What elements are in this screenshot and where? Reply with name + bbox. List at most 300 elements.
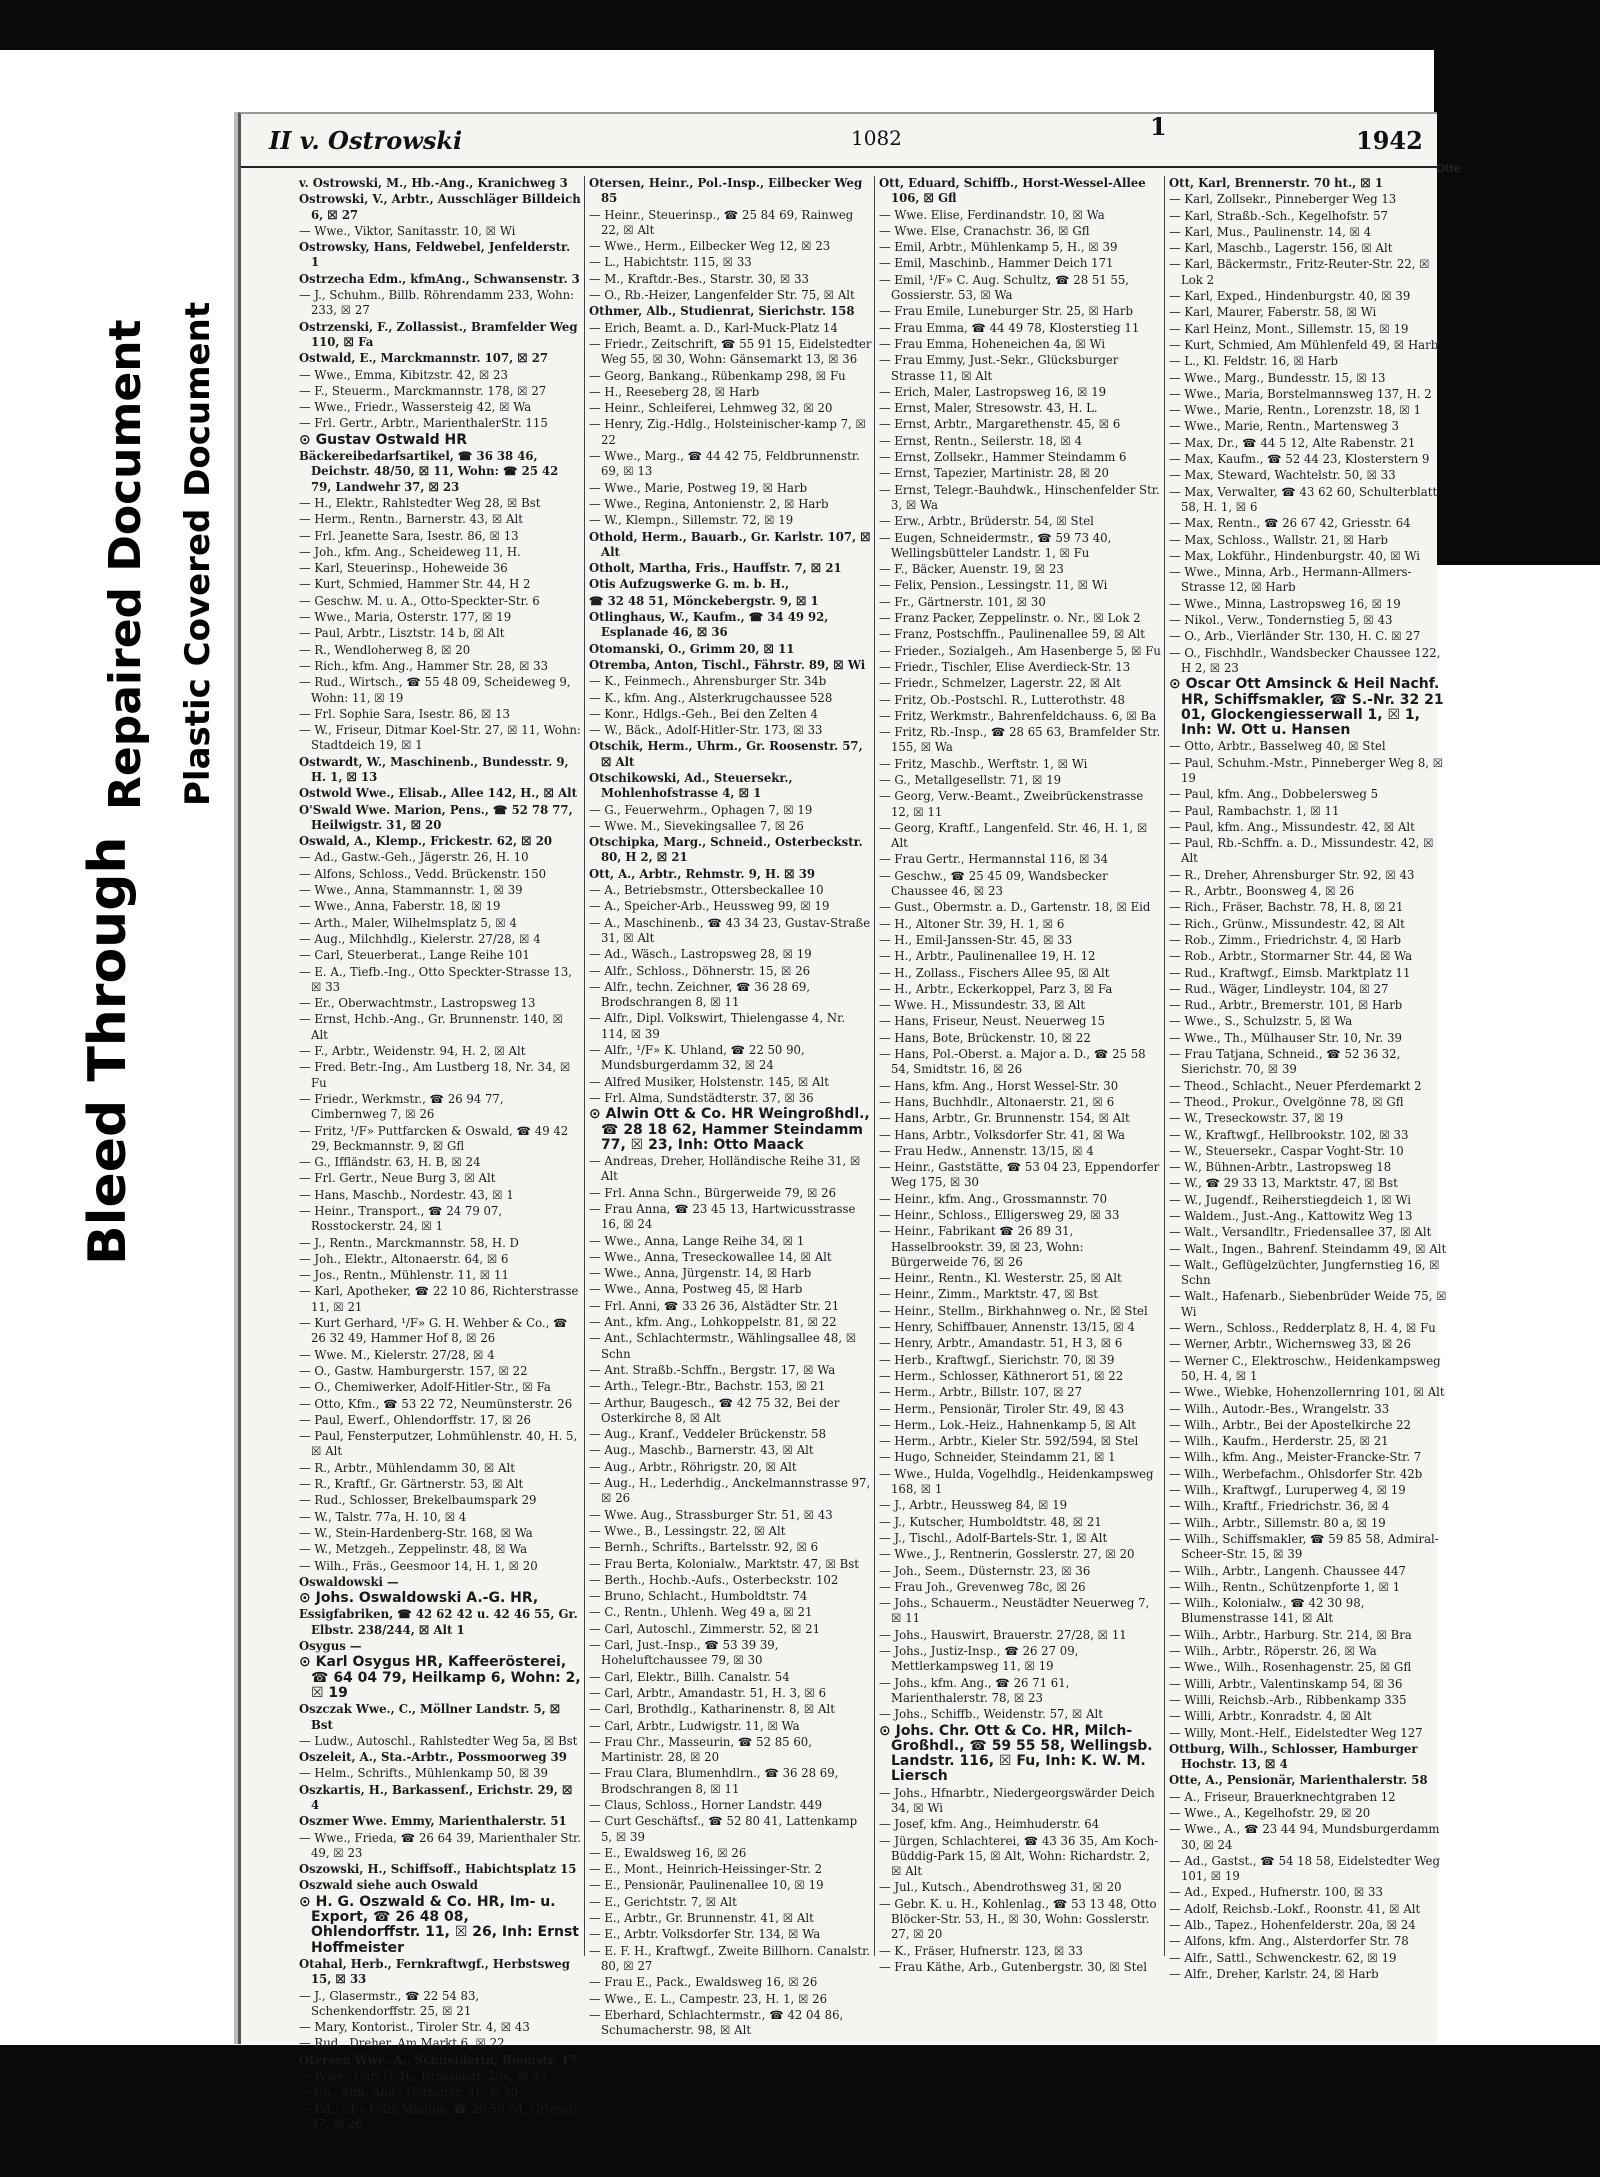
directory-entry: — Karl, Steuerinsp., Hoheweide 36 — [299, 561, 508, 576]
directory-entry: — Wwe., Viktor, Sanitasstr. 10, ☒ Wi — [299, 223, 516, 238]
directory-entry: — L., Kl. Feldstr. 16, ☒ Harb — [1169, 354, 1338, 369]
directory-entry: — Wilh., Arbtr., Langenh. Chaussee 447 — [1169, 1563, 1406, 1578]
directory-entry: — Mary, Kontorist., Tiroler Str. 4, ☒ 43 — [299, 2020, 530, 2035]
directory-entry: — Hans, Pol.-Oberst. a. Major a. D., ☎ 25 58 54, Smidtstr. 16, ☒ 26 — [879, 1047, 1146, 1077]
year-label: 1942 — [1356, 126, 1423, 155]
directory-entry: — Ernst, Zollsekr., Hammer Steindamm 6 — [879, 450, 1127, 465]
directory-entry: — Joh., Elektr., Altonaerstr. 64, ☒ 6 — [299, 1251, 509, 1266]
directory-entry: — Rud., Wirtsch., ☎ 55 48 09, Scheideweg 9, Wohn: 11, ☒ 19 — [299, 675, 571, 705]
directory-entry: — W., Friseur, Ditmar Koel-Str. 27, ☒ 11, Wohn: Stadtdeich 19, ☒ 1 — [299, 723, 581, 753]
directory-entry: — Wwe. Aug., Strassburger Str. 51, ☒ 43 — [589, 1507, 833, 1522]
directory-entry: — Frl. Gertr., Arbtr., MarienthalerStr. 115 — [299, 416, 548, 431]
fragment-line: Otte — [1436, 162, 1461, 175]
directory-entry: — Georg, Verw.-Beamt., Zweibrückenstrasse 12, ☒ 11 — [879, 789, 1144, 819]
directory-entry: — Karl, Mus., Paulinenstr. 14, ☒ 4 — [1169, 224, 1372, 239]
directory-entry: — Max, Dr., ☎ 44 5 12, Alte Rabenstr. 21 — [1169, 435, 1416, 450]
directory-entry: Ott, A., Arbtr., Rehmstr. 9, H. ☒ 39 — [589, 866, 815, 881]
directory-entry: — Rich., Grünw., Missundestr. 42, ☒ Alt — [1169, 916, 1405, 931]
directory-entry: — Carl, Elektr., Billh. Canalstr. 54 — [589, 1669, 790, 1684]
directory-entry: Otholt, Martha, Fris., Hauffstr. 7, ☒ 21 — [589, 561, 842, 576]
directory-entry: Oszwald siehe auch Oswald — [299, 1878, 478, 1893]
directory-entry: Ostwold Wwe., Elisab., Allee 142, H., ☒ Alt — [299, 786, 577, 801]
directory-entry: Osygus — — [299, 1639, 362, 1654]
directory-entry: — Eberhard, Schlachtermstr., ☎ 42 04 86, Schumacherstr. 98, ☒ Alt — [589, 2007, 844, 2038]
directory-entry: — Alfons, Schloss., Vedd. Brückenstr. 150 — [299, 866, 547, 881]
directory-entry: — Franz, Postschffn., Paulinenallee 59, ☒ Alt — [879, 627, 1145, 642]
directory-entry: — H., Emil-Janssen-Str. 45, ☒ 33 — [879, 932, 1073, 947]
directory-entry: — Frau Tatjana, Schneid., ☎ 52 36 32, Sierichstr. 70, ☒ 39 — [1169, 1047, 1401, 1077]
directory-entry: — Frau Clara, Blumenhdlrn., ☎ 36 28 69, Brodschrangen 8, ☒ 11 — [589, 1766, 839, 1796]
directory-entry: — Wilh., Werbefachm., Ohlsdorfer Str. 42b — [1169, 1466, 1423, 1481]
column-divider — [1164, 176, 1165, 1956]
directory-entry: — Heinr., Schloss., Elligersweg 29, ☒ 33 — [879, 1208, 1120, 1222]
directory-entry: — Bruno, Schlacht., Humboldtstr. 74 — [589, 1589, 808, 1604]
directory-entry: — Fritz, Werkmstr., Bahrenfeldchauss. 6, ☒ Ba — [879, 708, 1157, 723]
directory-entry: Ostrzecha Edm., kfmAng., Schwansenstr. 3 — [299, 271, 580, 286]
directory-entry: ⊙ Oscar Ott Amsinck & Heil Nachf. HR, Schiffsmakler, ☎ S.-Nr. 32 21 01, Glockengiesserwall 1, ☒ 1, Inh: W. Ott u. Hansen — [1169, 676, 1444, 739]
directory-entry: — Wwe., Wiebke, Hohenzollernring 101, ☒ Alt — [1169, 1385, 1445, 1400]
directory-entry: — Kurt, Schmied, Hammer Str. 44, H 2 — [299, 577, 531, 592]
directory-entry: — Friedr., Werkmstr., ☎ 26 94 77, Cimbernweg 7, ☒ 26 — [299, 1091, 504, 1122]
directory-entry: Otahal, Herb., Fernkraftwgf., Herbstsweg 15, ☒ 33 — [299, 1956, 570, 1987]
directory-entry: Oszowski, H., Schiffsoff., Habichtsplatz 15 — [299, 1862, 577, 1877]
directory-entry: — Wwe., Anna, Faberstr. 18, ☒ 19 — [299, 899, 501, 914]
directory-entry: — Fritz, ¹/F» Puttfarcken & Oswald, ☎ 49 42 29, Beckmannstr. 9, ☒ Gfl — [299, 1123, 569, 1153]
directory-entry: Oszkartis, H., Barkassenf., Erichstr. 29, ☒ 4 — [299, 1782, 573, 1812]
directory-entry: — Hugo, Schneider, Steindamm 21, ☒ 1 — [879, 1450, 1116, 1465]
directory-entry: — Wwe., Minna, Arb., Hermann-Allmers-Strasse 12, ☒ Harb — [1169, 565, 1412, 595]
directory-entry: — Wwe., Anna, Postweg 45, ☒ Harb — [589, 1282, 803, 1297]
directory-entry: — Walt., Versandltr., Friedensallee 37, ☒ Alt — [1169, 1225, 1432, 1240]
directory-entry: — Wwe., Marg., Bundesstr. 15, ☒ 13 — [1169, 370, 1386, 385]
directory-entry: — Frau Joh., Grevenweg 78c, ☒ 26 — [879, 1579, 1086, 1594]
directory-entry: — W., Stein-Hardenberg-Str. 168, ☒ Wa — [299, 1525, 533, 1540]
directory-entry: — Wwe. H., Missundestr. 33, ☒ Alt — [879, 998, 1086, 1013]
directory-entry: ⊙ Karl Osygus HR, Kaffeerösterei, ☎ 64 04 79, Heilkamp 6, Wohn: 2, ☒ 19 — [299, 1654, 581, 1701]
directory-entry: — O., Arb., Vierländer Str. 130, H. C. ☒ 27 — [1169, 629, 1421, 644]
directory-entry: — O., Gastw. Hamburgerstr. 157, ☒ 22 — [299, 1363, 528, 1378]
directory-entry: — Paul, kfm. Ang., Missundestr. 42, ☒ Alt — [1169, 819, 1415, 834]
directory-entry: — Frau Emile, Luneburger Str. 25, ☒ Harb — [879, 304, 1133, 319]
directory-entry: — Wwe. Else, Cranachstr. 36, ☒ Gfl — [879, 223, 1090, 238]
directory-entry: — Paul, Rb.-Schffn. a. D., Missundestr. 42, ☒ Alt — [1169, 836, 1434, 866]
directory-entry: — Paul, Arbtr., Lisztstr. 14 b, ☒ Alt — [299, 626, 505, 641]
directory-entry: — Aug., Maschb., Barnerstr. 43, ☒ Alt — [589, 1443, 814, 1458]
directory-entry: — Jos., Rentn., Mühlenstr. 11, ☒ 11 — [299, 1268, 509, 1283]
directory-entry: — Wilh., Arbtr., Röperstr. 26, ☒ Wa — [1169, 1644, 1377, 1659]
directory-entry: — Ant., Schlachtermstr., Wählingsallee 48, ☒ Schn — [589, 1331, 857, 1361]
entry-column-4 — [1169, 176, 1452, 1981]
directory-entry: — Erw., Arbtr., Brüderstr. 54, ☒ Stel — [879, 514, 1094, 529]
directory-entry: — Wwe. M., Kielerstr. 27/28, ☒ 4 — [299, 1347, 495, 1362]
directory-entry: — Wwe., Marie, Postweg 19, ☒ Harb — [589, 480, 808, 495]
directory-entry: — O., Chemiwerker, Adolf-Hitler-Str., ☒ Fa — [299, 1380, 551, 1395]
directory-entry: — W., Steuersekr., Caspar Voght-Str. 10 — [1169, 1143, 1404, 1158]
directory-entry: — Friedr., Zeitschrift, ☎ 55 91 15, Eidelstedter Weg 55, ☒ 30, Wohn: Gänsemarkt 13, ☒ 36 — [589, 336, 872, 367]
directory-entry: — R., Wendloherweg 8, ☒ 20 — [299, 642, 471, 657]
directory-entry: — Ernst, Rentn., Seilerstr. 18, ☒ 4 — [879, 433, 1083, 448]
directory-entry: ⊙ Alwin Ott & Co. HR Weingroßhdl., ☎ 28 18 62, Hammer Steindamm 77, ☒ 23, Inh: Otto Maack — [589, 1106, 870, 1153]
directory-entry: — Fritz, Maschb., Werftstr. 1, ☒ Wi — [879, 756, 1088, 771]
directory-entry: — Geschw. M. u. A., Otto-Speckter-Str. 6 — [299, 593, 540, 608]
directory-entry: — Alb., Tapez., Hohenfelderstr. 20a, ☒ 24 — [1169, 1918, 1416, 1933]
directory-entry: — Herm., Rentn., Barnerstr. 43, ☒ Alt — [299, 512, 523, 527]
directory-entry: — Karl, Maurer, Faberstr. 58, ☒ Wi — [1169, 305, 1377, 320]
directory-entry: — Konr., Hdlgs.-Geh., Bei den Zelten 4 — [589, 706, 818, 721]
directory-entry: — Wwe., Wilh., Rosenhagenstr. 25, ☒ Gfl — [1169, 1660, 1412, 1675]
directory-entry: — Ernst, Tapezier, Martinistr. 28, ☒ 20 — [879, 466, 1109, 481]
directory-entry: — Hans, Bote, Brückenstr. 10, ☒ 22 — [879, 1030, 1091, 1045]
directory-entry: — Wwe., Emma, Kibitzstr. 42, ☒ 23 — [299, 367, 508, 382]
directory-entry: — G., Metallgesellstr. 71, ☒ 19 — [879, 772, 1062, 787]
directory-entry: — Frl. Alma, Sundstädterstr. 37, ☒ 36 — [589, 1090, 814, 1105]
next-page-column-fragment — [1436, 162, 1600, 176]
directory-entry: — Alfr., Dreher, Karlstr. 24, ☒ Harb — [1169, 1966, 1379, 1981]
directory-entry: — Johs., kfm. Ang., ☎ 26 71 61, Marienthalerstr. 78, ☒ 23 — [879, 1675, 1070, 1705]
entry-column-3 — [879, 176, 1162, 1976]
directory-entry: — H., Arbtr., Eckerkoppel, Parz 3, ☒ Fa — [879, 981, 1113, 996]
directory-entry: — Wilh., Kraftwgf., Luruperweg 4, ☒ 19 — [1169, 1483, 1406, 1498]
directory-entry: — H., Elektr., Rahlstedter Weg 28, ☒ Bst — [299, 495, 541, 510]
directory-entry: — Hans, Maschb., Nordestr. 43, ☒ 1 — [299, 1187, 514, 1202]
directory-entry: — W., Kraftwgf., Hellbrookstr. 102, ☒ 33 — [1169, 1127, 1409, 1142]
directory-entry: — L., Habichtstr. 115, ☒ 33 — [589, 255, 752, 270]
directory-entry: Otlinghaus, W., Kaufm., ☎ 34 49 92, Esplanade 46, ☒ 36 — [589, 610, 829, 640]
margin-note-plastic: Plastic Covered Document — [178, 301, 218, 806]
directory-entry: — J., Arbtr., Heussweg 84, ☒ 19 — [879, 1498, 1068, 1513]
directory-entry: — Berth., Hochb.-Aufs., Osterbeckstr. 102 — [589, 1572, 839, 1587]
directory-entry: Ostwardt, W., Maschinenb., Bundesstr. 9, H. 1, ☒ 13 — [299, 754, 569, 784]
directory-entry: — Wwe., B., Lessingstr. 22, ☒ Alt — [589, 1523, 786, 1538]
directory-entry: — Herm., Pensionär, Tiroler Str. 49, ☒ 43 — [879, 1401, 1125, 1416]
directory-entry: — Karl Heinz, Mont., Sillemstr. 15, ☒ 19 — [1169, 321, 1409, 336]
directory-entry: — Aug., Milchhdlg., Kielerstr. 27/28, ☒ 4 — [299, 931, 541, 946]
directory-entry: — Wwe., Hulda, Vogelhdlg., Heidenkampsweg 168, ☒ 1 — [879, 1466, 1154, 1497]
directory-entry: — A., Speicher-Arb., Heussweg 99, ☒ 19 — [589, 899, 830, 914]
directory-entry: — E., Mont., Heinrich-Heissinger-Str. 2 — [589, 1862, 823, 1877]
directory-entry: — Wwe., Th., Mülhauser Str. 10, Nr. 39 — [1169, 1030, 1402, 1045]
directory-entry: — Walt., Hafenarb., Siebenbrüder Weide 75, ☒ Wi — [1169, 1289, 1447, 1319]
directory-entry: — Carl, Arbtr., Amandastr. 51, H. 3, ☒ 6 — [589, 1685, 827, 1700]
directory-entry: — Emil, ¹/F» C. Aug. Schultz, ☎ 28 51 55, Gossierstr. 53, ☒ Wa — [879, 272, 1130, 303]
directory-entry: — Joh., kfm. Ang., Scheideweg 11, H. — [299, 544, 521, 559]
directory-entry: — J., Rentn., Marckmannstr. 58, H. D — [299, 1235, 519, 1250]
directory-entry: — W., Metzgeh., Zeppelinstr. 48, ☒ Wa — [299, 1542, 528, 1557]
directory-entry: — Willy, Mont.-Helf., Eidelstedter Weg 127 — [1169, 1725, 1423, 1740]
directory-entry: — Wwe., Minna, Lastropsweg 16, ☒ 19 — [1169, 596, 1401, 611]
directory-entry: — W., Treseckowstr. 37, ☒ 19 — [1169, 1111, 1344, 1126]
directory-entry: — Johs., Hauswirt, Brauerstr. 27/28, ☒ 11 — [879, 1627, 1127, 1642]
directory-entry: — Wilh., kfm. Ang., Meister-Francke-Str. 7 — [1169, 1450, 1422, 1465]
directory-entry: — R., Kraftf., Gr. Gärtnerstr. 53, ☒ Alt — [299, 1477, 524, 1492]
directory-entry: — Wwe., Anna, Jürgenstr. 14, ☒ Harb — [589, 1266, 812, 1281]
directory-entry: — R., Dreher, Ahrensburger Str. 92, ☒ 43 — [1169, 867, 1415, 882]
directory-entry: — R., Arbtr., Mühlendamm 30, ☒ Alt — [299, 1460, 515, 1475]
directory-entry: ⊙ H. G. Oszwald & Co. HR, Im- u. Export, ☎ 26 48 08, Ohlendorffstr. 11, ☒ 26, Inh: Ernst Hoffmeister — [299, 1893, 579, 1956]
directory-entry: — Wwe., Anna, Treseckowallee 14, ☒ Alt — [589, 1249, 832, 1264]
directory-entry: — Johs., Justiz-Insp., ☎ 26 27 09, Mettlerkampsweg 11, ☒ 19 — [879, 1644, 1079, 1674]
directory-entry: — Max, Verwalter, ☎ 43 62 60, Schulterblatt 58, H. 1, ☒ 6 — [1169, 484, 1438, 514]
directory-entry: — Wilh., Arbtr., Bei der Apostelkirche 22 — [1169, 1417, 1411, 1432]
directory-entry: — Henry, Arbtr., Amandastr. 51, H 3, ☒ 6 — [879, 1336, 1123, 1351]
directory-entry: — Arthur, Baugesch., ☎ 42 75 32, Bei der Osterkirche 8, ☒ Alt — [589, 1395, 840, 1425]
directory-entry: — Max, Rentn., ☎ 26 67 42, Griesstr. 64 — [1169, 516, 1411, 531]
directory-entry: Ott, Karl, Brennerstr. 70 ht., ☒ 1 — [1169, 176, 1383, 190]
directory-entry: — Ad., Wäsch., Lastropsweg 28, ☒ 19 — [589, 947, 812, 962]
directory-entry: — Theod., Prokur., Ovelgönne 78, ☒ Gfl — [1169, 1094, 1404, 1109]
directory-entry: — Rud., Arbtr., Bremerstr. 101, ☒ Harb — [1169, 998, 1403, 1013]
directory-entry: — Ernst, Arbtr., Margarethenstr. 45, ☒ 6 — [879, 417, 1121, 432]
directory-entry: — J., Schuhm., Billb. Röhrendamm 233, Wohn: 233, ☒ 27 — [299, 288, 575, 318]
directory-entry: — F., Steuerm., Marckmannstr. 178, ☒ 27 — [299, 383, 547, 398]
directory-entry: — Carl, Autoschl., Zimmerstr. 52, ☒ 21 — [589, 1621, 821, 1636]
directory-entry: — E., Arbtr. Volksdorfer Str. 134, ☒ Wa — [589, 1927, 821, 1942]
section-title: II v. Ostrowski — [269, 126, 463, 155]
directory-entry: — Alfr., Schloss., Döhnerstr. 15, ☒ 26 — [589, 963, 811, 978]
directory-entry: — Gust., Obermstr. a. D., Gartenstr. 18, ☒ Eid — [879, 900, 1151, 915]
directory-entry: — Hans, kfm. Ang., Horst Wessel-Str. 30 — [879, 1078, 1119, 1093]
scan-border-bottom — [0, 2045, 1600, 2177]
scan-border-right — [1434, 45, 1600, 565]
directory-entry: — Heinr., Steuerinsp., ☎ 25 84 69, Rainweg 22, ☒ Alt — [589, 207, 854, 237]
directory-entry: Oswald, A., Klemp., Frickestr. 62, ☒ 20 — [299, 834, 552, 849]
directory-entry: — Hans, Arbtr., Gr. Brunnenstr. 154, ☒ Alt — [879, 1111, 1130, 1126]
column-divider — [584, 176, 585, 1956]
directory-entry: — Heinr., Rentn., Kl. Westerstr. 25, ☒ Alt — [879, 1271, 1122, 1286]
directory-entry: — E. F. H., Kraftwgf., Zweite Billhorn. Canalstr. 80, ☒ 27 — [589, 1943, 871, 1973]
directory-entry: — Erich, Beamt. a. D., Karl-Muck-Platz 14 — [589, 320, 838, 335]
directory-entry: — E. A., Tiefb.-Ing., Otto Speckter-Strasse 13, ☒ 33 — [299, 964, 573, 994]
directory-entry: — Karl, Maschb., Lagerstr. 156, ☒ Alt — [1169, 241, 1393, 256]
directory-entry: — Walt., Ingen., Bahrenf. Steindamm 49, ☒ Alt — [1169, 1241, 1447, 1256]
directory-entry: — Wilh., Autodr.-Bes., Wrangelstr. 33 — [1169, 1401, 1390, 1416]
directory-entry: — Frl. Sophie Sara, Isestr. 86, ☒ 13 — [299, 706, 510, 721]
directory-page — [238, 112, 1447, 2131]
directory-entry: — Karl, Zollsekr., Pinneberger Weg 13 — [1169, 192, 1397, 207]
directory-entry: — Fritz, Ob.-Postschl. R., Lutterothstr. 48 — [879, 692, 1125, 707]
directory-entry: — Paul, Ewerf., Ohlendorffstr. 17, ☒ 26 — [299, 1412, 531, 1427]
directory-entry: — Jürgen, Schlachterei, ☎ 43 36 35, Am Koch-Büddig-Park 15, ☒ Alt, Wohn: Richardstr. 2, ☒ Alt — [879, 1833, 1159, 1879]
directory-entry: — Frau Anna, ☎ 23 45 13, Hartwicusstrasse 16, ☒ 24 — [589, 1202, 856, 1232]
directory-entry: — Kurt Gerhard, ¹/F» G. H. Wehber & Co., ☎ 26 32 49, Hammer Hof 8, ☒ 26 — [299, 1316, 568, 1346]
directory-entry: — J., Glasermstr., ☎ 22 54 83, Schenkendorffstr. 25, ☒ 21 — [299, 1988, 480, 2018]
directory-entry: — Werner C., Elektroschw., Heidenkampsweg 50, H. 4, ☒ 1 — [1169, 1353, 1441, 1383]
directory-entry: — Adolf, Reichsb.-Lokf., Roonstr. 41, ☒ Alt — [1169, 1901, 1421, 1916]
directory-entry: — Alfr., Sattl., Schwenckestr. 62, ☒ 19 — [1169, 1950, 1397, 1965]
directory-entry: — Aug., Kranf., Veddeler Brückenstr. 58 — [589, 1427, 827, 1442]
directory-entry: — Heinr., Gaststätte, ☎ 53 04 23, Eppendorfer Weg 175, ☒ 30 — [879, 1160, 1160, 1190]
directory-entry: — Heinr., Stellm., Birkhahnweg o. Nr., ☒ Stel — [879, 1303, 1148, 1318]
directory-entry: — Max, Lokführ., Hindenburgstr. 40, ☒ Wi — [1169, 548, 1420, 563]
directory-entry: — A., Friseur, Brauerknechtgraben 12 — [1169, 1789, 1396, 1804]
directory-entry: — Alfr., techn. Zeichner, ☎ 36 28 69, Brodschrangen 8, ☒ 11 — [589, 979, 811, 1010]
directory-entry: — Friedr., Schmelzer, Lagerstr. 22, ☒ Alt — [879, 676, 1121, 691]
directory-entry: — G., Iffländstr. 63, H. B, ☒ 24 — [299, 1155, 481, 1170]
directory-entry: — Rud., Wäger, Lindleystr. 104, ☒ 27 — [1169, 981, 1389, 996]
margin-note-repaired: Repaired Document — [100, 319, 151, 810]
directory-entry: — Wwe., Maria, Borstelmannsweg 137, H. 2 — [1169, 386, 1432, 401]
directory-entry: — Erich, Maler, Lastropsweg 16, ☒ 19 — [879, 384, 1107, 399]
directory-entry: — Herm., Schlosser, Käthnerort 51, ☒ 22 — [879, 1368, 1124, 1383]
next-page-fragment: 1 — [1150, 112, 1167, 141]
directory-entry: Ottburg, Wilh., Schlosser, Hamburger Hochstr. 13, ☒ 4 — [1169, 1741, 1418, 1772]
directory-entry: — W., Bäck., Adolf-Hitler-Str. 173, ☒ 33 — [589, 723, 823, 738]
directory-entry: ⊙ Johs. Oswaldowski A.-G. HR, — [299, 1590, 539, 1607]
entry-column-2 — [589, 176, 872, 2038]
directory-entry: — Georg, Bankang., Rübenkamp 298, ☒ Fu — [589, 368, 846, 383]
directory-entry: Othmer, Alb., Studienrat, Sierichstr. 158 — [589, 304, 855, 319]
directory-entry: — Nikol., Verw., Tondernstieg 5, ☒ 43 — [1169, 613, 1393, 628]
directory-entry: — Wwe. Elise, Ferdinandstr. 10, ☒ Wa — [879, 207, 1105, 222]
directory-entry: — Kurt, Schmied, Am Mühlenfeld 49, ☒ Harb — [1169, 337, 1439, 352]
directory-entry: — Wwe., Marie, Rentn., Lorenzstr. 18, ☒ 1 — [1169, 403, 1422, 418]
directory-entry: — Andreas, Dreher, Holländische Reihe 31, ☒ Alt — [589, 1154, 861, 1184]
directory-entry: — Emil, Arbtr., Mühlenkamp 5, H., ☒ 39 — [879, 240, 1118, 255]
directory-entry: — Heinr., Zimm., Marktstr. 47, ☒ Bst — [879, 1287, 1098, 1302]
directory-entry: — E., Ewaldsweg 16, ☒ 26 — [589, 1845, 747, 1860]
directory-entry: — F., Bäcker, Auenstr. 19, ☒ 23 — [879, 562, 1064, 577]
directory-entry: — Ant., kfm. Ang., Lohkoppelstr. 81, ☒ 22 — [589, 1315, 837, 1330]
directory-entry: Essigfabriken, ☎ 42 62 42 u. 42 46 55, Gr. Elbstr. 238/244, ☒ Alt 1 — [299, 1607, 578, 1637]
directory-entry: — J., Kutscher, Humboldtstr. 48, ☒ 21 — [879, 1514, 1102, 1529]
directory-entry: — Gebr. K. u. H., Kohlenlag., ☎ 53 13 48, Otto Blöcker-Str. 53, H., ☒ 30, Wohn: Gosslerstr. 27, ☒ 20 — [879, 1896, 1157, 1942]
directory-entry: Otte, A., Pensionär, Marienthalerstr. 58 — [1169, 1773, 1428, 1788]
directory-entry: — Wilh., Fräs., Geesmoor 14, H. 1, ☒ 20 — [299, 1558, 538, 1573]
directory-entry: — Frl. Anna Schn., Bürgerweide 79, ☒ 26 — [589, 1185, 837, 1200]
directory-entry: — Wwe., Carl G. H., Drosselstr. 29a, ☒ 33 — [299, 2069, 547, 2084]
directory-entry: — Wilh., Kraftf., Friedrichstr. 36, ☒ 4 — [1169, 1499, 1390, 1514]
scan-border-top — [0, 0, 1600, 50]
directory-entry: — Rud., Dreher, Am Markt 6, ☒ 22 — [299, 2036, 505, 2051]
directory-entry: Oszeleit, A., Sta.-Arbtr., Possmoorweg 39 — [299, 1750, 567, 1765]
directory-entry: — W., Klempn., Sillemstr. 72, ☒ 19 — [589, 513, 794, 528]
directory-entry: — Curt Geschäftsf., ☎ 52 80 41, Lattenkamp 5, ☒ 39 — [589, 1814, 858, 1844]
directory-entry: — Jul., Kutsch., Abendrothsweg 31, ☒ 20 — [879, 1880, 1122, 1895]
directory-entry: — Ch., kfm. Ang., Gertigstr. 31, ☒ 39 — [299, 2085, 519, 2100]
directory-entry: — K., Fräser, Hufnerstr. 123, ☒ 33 — [879, 1943, 1083, 1958]
directory-entry: — Fr., Gärtnerstr. 101, ☒ 30 — [879, 594, 1046, 609]
directory-entry: Otschipka, Marg., Schneid., Osterbeckstr. 80, H 2, ☒ 21 — [589, 835, 863, 865]
directory-entry: — Aug., H., Lederhdig., Anckelmannstrasse 97, ☒ 26 — [589, 1476, 871, 1506]
directory-entry: — Wwe., A., ☎ 23 44 94, Mundsburgerdamm 30, ☒ 24 — [1169, 1822, 1440, 1852]
directory-entry: — Frl. Anni, ☎ 33 26 36, Alstädter Str. 21 — [589, 1298, 840, 1313]
directory-entry: — Hans, Arbtr., Volksdorfer Str. 41, ☒ Wa — [879, 1127, 1125, 1142]
directory-entry: — Carl, Steuerberat., Lange Reihe 101 — [299, 948, 530, 963]
directory-entry: — Ant. Straßb.-Schffn., Bergstr. 17, ☒ Wa — [589, 1362, 836, 1377]
directory-entry: Ott, Eduard, Schiffb., Horst-Wessel-Allee 106, ☒ Gfl — [879, 176, 1146, 206]
directory-entry: — W., Talstr. 77a, H. 10, ☒ 4 — [299, 1509, 467, 1524]
directory-entry: — Rob., Arbtr., Stormarner Str. 44, ☒ Wa — [1169, 949, 1413, 964]
directory-entry: — Waldem., Just.-Ang., Kattowitz Weg 13 — [1169, 1209, 1413, 1223]
directory-entry: — Paul, Fensterputzer, Lohmühlenstr. 40, H. 5, ☒ Alt — [299, 1429, 578, 1459]
directory-entry: — Alfr., ¹/F» K. Uhland, ☎ 22 50 90, Mundsburgerdamm 32, ☒ 24 — [589, 1043, 805, 1073]
directory-entry: — M., Kraftdr.-Bes., Starstr. 30, ☒ 33 — [589, 271, 809, 286]
directory-entry: — Johs., Schiffb., Weidenstr. 57, ☒ Alt — [879, 1707, 1103, 1722]
directory-entry: — Geschw., ☎ 25 45 09, Wandsbecker Chaussee 46, ☒ 23 — [879, 868, 1108, 899]
directory-entry: — Heinr., Fabrikant ☎ 26 89 31, Hasselbrookstr. 39, ☒ 23, Wohn: Bürgerweide 76, ☒ 26 — [879, 1224, 1084, 1269]
directory-entry: — Fritz, Rb.-Insp., ☎ 28 65 63, Bramfelder Str. 155, ☒ Wa — [879, 725, 1161, 755]
directory-entry: — E., Pensionär, Paulinenallee 10, ☒ 19 — [589, 1878, 824, 1893]
directory-entry: Oszmer Wwe. Emmy, Marienthalerstr. 51 — [299, 1814, 567, 1829]
directory-entry: — O., Rb.-Heizer, Langenfelder Str. 75, ☒ Alt — [589, 288, 855, 303]
directory-entry: — A., Maschinenb., ☎ 43 34 23, Gustav-Straße 31, ☒ Alt — [589, 915, 871, 945]
directory-entry: — E., Gerichtstr. 7, ☒ Alt — [589, 1894, 737, 1909]
directory-entry: Ostrowski, V., Arbtr., Ausschläger Billdeich 6, ☒ 27 — [299, 192, 581, 222]
directory-entry: — Rud., Schlosser, Brekelbaumspark 29 — [299, 1493, 537, 1508]
directory-entry: — Karl, Exped., Hindenburgstr. 40, ☒ 39 — [1169, 289, 1411, 304]
directory-entry: — Wwe., Herm., Eilbecker Weg 12, ☒ 23 — [589, 239, 831, 254]
directory-entry: — Otto, Arbtr., Basselweg 40, ☒ Stel — [1169, 739, 1386, 754]
directory-entry: Otomanski, O., Grimm 20, ☒ 11 — [589, 641, 795, 656]
directory-entry: Ostrowsky, Hans, Feldwebel, Jenfelderstr. 1 — [299, 240, 571, 270]
directory-entry: ⊙ Johs. Chr. Ott & Co. HR, Milch-Großhdl., ☎ 59 55 58, Wellingsb. Landstr. 116, ☒ Fu, Inh: K. W. M. Liersch — [879, 1722, 1153, 1785]
directory-entry: — W., ☎ 29 33 13, Marktstr. 47, ☒ Bst — [1169, 1176, 1398, 1191]
directory-entry: Ostwald, E., Marckmannstr. 107, ☒ 27 — [299, 351, 549, 366]
directory-entry: — Arth., Maler, Wilhelmsplatz 5, ☒ 4 — [299, 915, 517, 930]
directory-entry: — Carl, Just.-Insp., ☎ 53 39 39, Hoheluftchaussee 79, ☒ 30 — [589, 1638, 779, 1668]
directory-entry: — Karl, Bäckermstr., Fritz-Reuter-Str. 22, ☒ Lok 2 — [1169, 257, 1430, 287]
directory-entry: — Karl, Straßb.-Sch., Kegelhofstr. 57 — [1169, 208, 1388, 223]
directory-entry: — Johs., Schauerm., Neustädter Neuerweg 7, ☒ 11 — [879, 1596, 1150, 1626]
directory-entry: — Frau Emma, ☎ 44 49 78, Klosterstieg 11 — [879, 320, 1140, 335]
directory-entry: — Werner, Arbtr., Wichernsweg 33, ☒ 26 — [1169, 1337, 1411, 1352]
directory-entry: Oswaldowski — — [299, 1574, 399, 1589]
directory-entry: Otis Aufzugswerke G. m. b. H., — [589, 577, 790, 592]
directory-entry: — Wwe., Maria, Osterstr. 177, ☒ 19 — [299, 610, 512, 625]
directory-entry: — Fred. Betr.-Ing., Am Lustberg 18, Nr. 34, ☒ Fu — [299, 1060, 571, 1090]
directory-entry: — Georg, Kraftf., Langenfeld. Str. 46, H. 1, ☒ Alt — [879, 820, 1148, 851]
directory-entry: — Wilh., Rentn., Schützenpforte 1, ☒ 1 — [1169, 1579, 1401, 1594]
directory-entry: — H., Reeseberg 28, ☒ Harb — [589, 384, 760, 399]
directory-entry: — Aug., Arbtr., Röhrigstr. 20, ☒ Alt — [589, 1459, 797, 1474]
directory-entry: — Willi, Arbtr., Valentinskamp 54, ☒ 36 — [1169, 1676, 1403, 1691]
directory-entry: O'Swald Wwe. Marion, Pens., ☎ 52 78 77, Heilwigstr. 31, ☒ 20 — [299, 802, 573, 832]
directory-entry: — Paul, Rambachstr. 1, ☒ 11 — [1169, 803, 1340, 818]
directory-entry: — Ludw., Autoschl., Rahlstedter Weg 5a, ☒ Bst — [299, 1733, 578, 1748]
directory-entry: — Frau E., Pack., Ewaldsweg 16, ☒ 26 — [589, 1975, 818, 1990]
directory-entry: — Max, Schloss., Wallstr. 21, ☒ Harb — [1169, 532, 1388, 547]
directory-entry: — Herm., Arbtr., Billstr. 107, ☒ 27 — [879, 1385, 1083, 1400]
directory-entry: — Franz Packer, Zeppelinstr. o. Nr., ☒ Lok 2 — [879, 611, 1141, 626]
directory-entry: — Frau Käthe, Arb., Gutenbergstr. 30, ☒ Stel — [879, 1959, 1147, 1974]
directory-entry: — Heinr., kfm. Ang., Grossmannstr. 70 — [879, 1191, 1108, 1206]
directory-entry: — Ad., Gastw.-Geh., Jägerstr. 26, H. 10 — [299, 850, 529, 865]
directory-entry: — G., Feuerwehrm., Ophagen 7, ☒ 19 — [589, 802, 813, 817]
directory-entry: — Carl, Arbtr., Ludwigstr. 11, ☒ Wa — [589, 1718, 800, 1733]
directory-entry: — Alfred Musiker, Holstenstr. 145, ☒ Alt — [589, 1074, 829, 1089]
directory-entry: — Wwe., E. L., Campestr. 23, H. 1, ☒ 26 — [589, 1991, 828, 2006]
directory-entry: — Wwe., Anna, Lange Reihe 34, ☒ 1 — [589, 1233, 805, 1248]
directory-entry: — Herm., Arbtr., Kieler Str. 592/594, ☒ Stel — [879, 1434, 1139, 1449]
directory-entry: — Wwe., Regina, Antonienstr. 2, ☒ Harb — [589, 496, 829, 511]
directory-entry: — Alfr., Dipl. Volkswirt, Thielengasse 4, Nr. 114, ☒ 39 — [589, 1011, 846, 1041]
directory-entry: — Willi, Arbtr., Konradstr. 4, ☒ Alt — [1169, 1709, 1372, 1724]
column-divider — [874, 176, 875, 1956]
directory-entry: — H., Arbtr., Paulinenallee 19, H. 12 — [879, 949, 1096, 964]
directory-entry: Otschik, Herm., Uhrm., Gr. Roosenstr. 57, ☒ Alt — [589, 739, 863, 769]
directory-entry: — Frau Hedw., Annenstr. 13/15, ☒ 4 — [879, 1143, 1094, 1158]
directory-entry: — Willi, Reichsb.-Arb., Ribbenkamp 335 — [1169, 1692, 1407, 1707]
directory-entry: — Carl, Brothdlg., Katharinenstr. 8, ☒ Alt — [589, 1702, 835, 1717]
directory-entry: — W., Jugendf., Reiherstiegdeich 1, ☒ Wi — [1169, 1192, 1412, 1207]
entry-column-1 — [299, 176, 582, 2131]
directory-entry: — Ernst, Maler, Stresowstr. 43, H. L. — [879, 401, 1098, 416]
directory-entry: — Wilh., Kaufm., Herderstr. 25, ☒ 21 — [1169, 1434, 1389, 1449]
page-header — [241, 114, 1437, 168]
directory-entry: — Josef, kfm. Ang., Heimhuderstr. 64 — [879, 1817, 1100, 1832]
directory-entry: — Wilh., Arbtr., Sillemstr. 80 a, ☒ 19 — [1169, 1515, 1386, 1530]
directory-entry: Otersen Wwe. A., Schneiderin, Roonstr. 17 — [299, 2052, 578, 2067]
